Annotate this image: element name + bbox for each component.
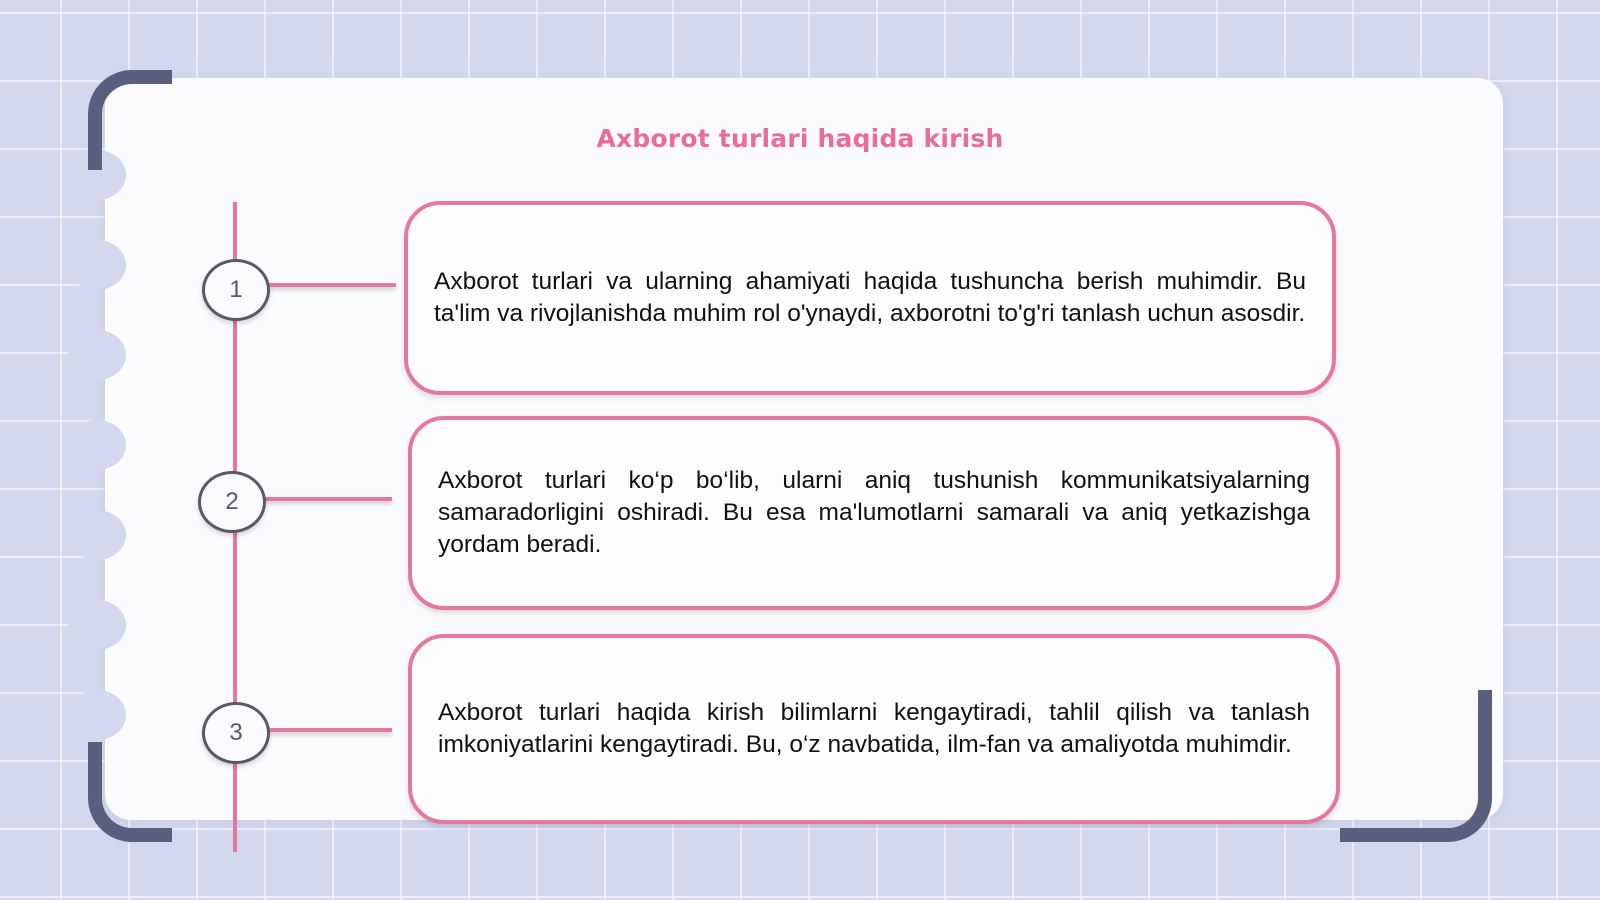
slide-title: Axborot turlari haqida kirish bbox=[596, 124, 1004, 153]
timeline-connector-2 bbox=[262, 497, 392, 501]
frame-corner-bottom-left bbox=[88, 742, 172, 842]
binder-hole bbox=[68, 420, 126, 470]
timeline-connector-3 bbox=[266, 728, 392, 732]
card-text: Axborot turlari ko‘p bo‘lib, ularni aniq tushunish kommunikatsiyalarning samaradorligini oshiradi. Bu esa ma'lumotlarni samarali va aniq yetkazishga yordam beradi. bbox=[438, 467, 1310, 558]
card-text: Axborot turlari haqida kirish bilimlarni kengaytiradi, tahlil qilish va tanlash imkoniyatlarini kengaytiradi. Bu, o‘z navbatida, ilm-fan va amaliyotda muhimdir. bbox=[438, 699, 1310, 758]
binder-hole bbox=[68, 600, 126, 650]
timeline-connector-1 bbox=[266, 283, 396, 287]
binder-hole bbox=[68, 510, 126, 560]
frame-corner-bottom-right bbox=[1340, 690, 1492, 842]
binder-hole bbox=[68, 330, 126, 380]
timeline-marker-3 bbox=[202, 702, 270, 764]
card-text: Axborot turlari va ularning ahamiyati haqida tushuncha berish muhimdir. Bu ta'lim va rivojlanishda muhim rol o'ynaydi, axborotni to'g'ri tanlash uchun asosdir. bbox=[434, 268, 1306, 327]
binder-hole bbox=[68, 690, 126, 740]
marker-number: 3 bbox=[229, 719, 243, 746]
timeline-marker-1 bbox=[202, 259, 270, 321]
marker-number: 2 bbox=[225, 488, 239, 515]
content-card-3 bbox=[408, 634, 1340, 824]
content-card-2 bbox=[408, 416, 1340, 610]
timeline-marker-2 bbox=[198, 471, 266, 533]
marker-number: 1 bbox=[229, 276, 243, 303]
content-card-1 bbox=[404, 201, 1336, 395]
binder-hole bbox=[68, 240, 126, 290]
frame-corner-top-left bbox=[88, 70, 172, 170]
